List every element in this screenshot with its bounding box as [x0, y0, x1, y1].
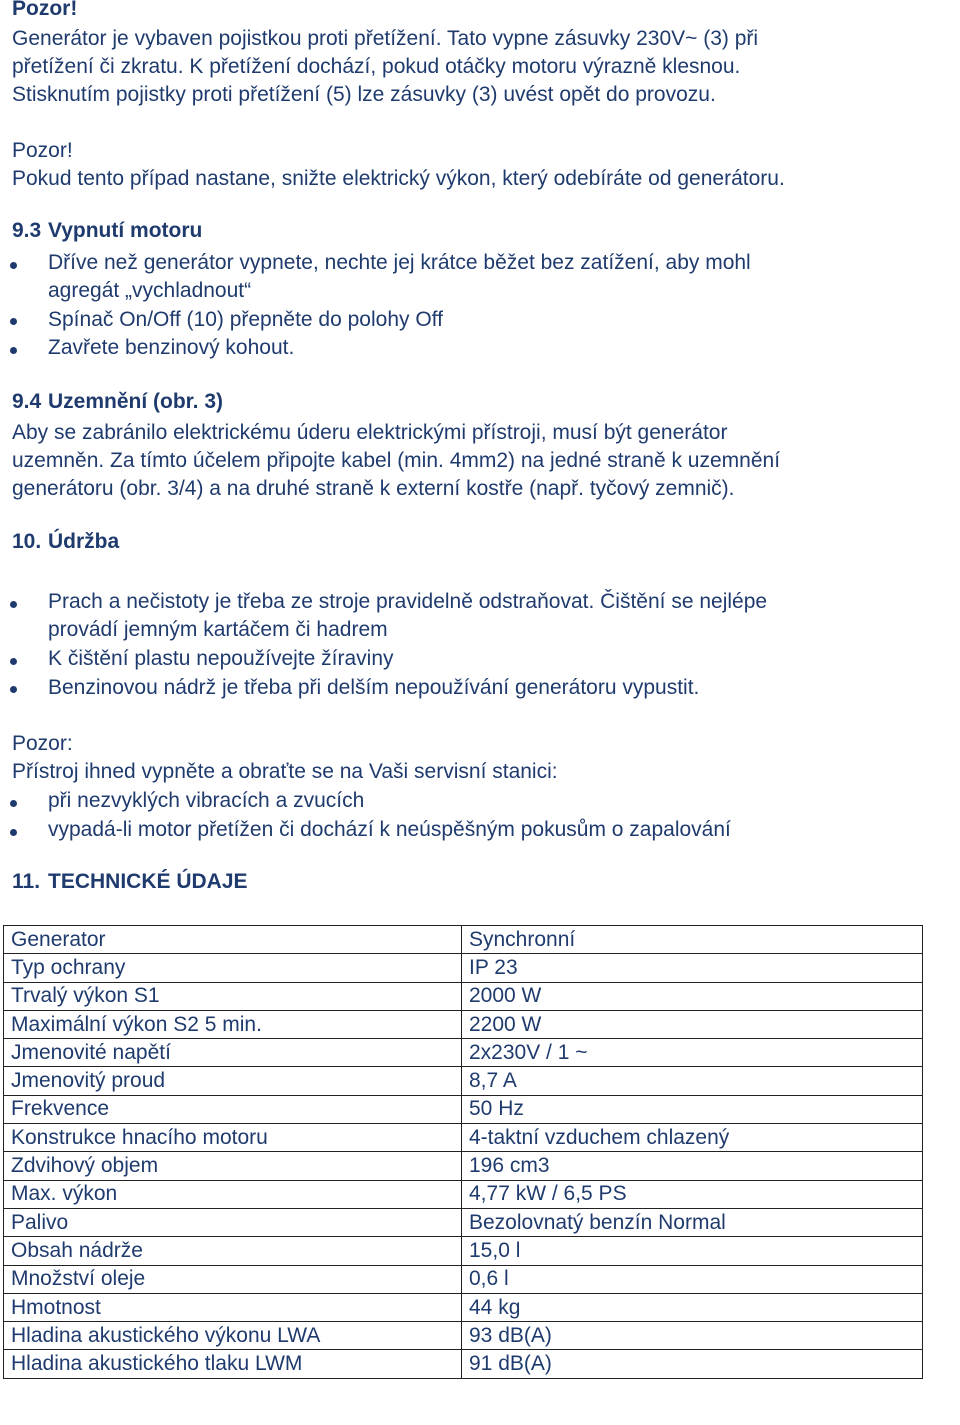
spec-label-cell: Max. výkon — [4, 1180, 462, 1208]
spec-value-cell: 196 cm3 — [462, 1152, 923, 1180]
list-item: Benzinovou nádrž je třeba při delším nepoužívání generátoru vypustit. — [48, 676, 700, 699]
spec-value-cell: 4,77 kW / 6,5 PS — [462, 1180, 923, 1208]
paragraph-line: Přístroj ihned vypněte a obraťte se na Vaši servisní stanici: — [12, 760, 558, 783]
table-row — [4, 1095, 923, 1123]
spec-value-cell: 4-taktní vzduchem chlazený — [462, 1124, 923, 1152]
table-row — [4, 1350, 923, 1378]
section-number: 9.3 — [12, 219, 42, 242]
bullet-icon — [10, 800, 17, 807]
paragraph-line: Stisknutím pojistky proti přetížení (5) lze zásuvky (3) uvést opět do provozu. — [12, 83, 716, 106]
section-number: 9.4 — [12, 390, 42, 413]
section-title: Vypnutí motoru — [48, 219, 203, 242]
spec-value-cell: 8,7 A — [462, 1067, 923, 1095]
bullet-icon — [10, 347, 17, 354]
spec-value-cell: 50 Hz — [462, 1095, 923, 1123]
paragraph-line: generátoru (obr. 3/4) a na druhé straně k externí kostře (např. tyčový zemnič). — [12, 477, 735, 500]
spec-value-cell: IP 23 — [462, 954, 923, 982]
bullet-icon — [10, 318, 17, 325]
paragraph-line: přetížení či zkratu. K přetížení dochází, pokud otáčky motoru výrazně klesnou. — [12, 55, 741, 78]
bullet-icon — [10, 829, 17, 836]
spec-value-cell: 91 dB(A) — [462, 1350, 923, 1378]
table-row — [4, 926, 923, 954]
table-row — [4, 1208, 923, 1236]
table-row — [4, 1152, 923, 1180]
spec-value-cell: 2x230V / 1 ~ — [462, 1039, 923, 1067]
spec-label-cell: Jmenovitý proud — [4, 1067, 462, 1095]
paragraph-line: uzemněn. Za tímto účelem připojte kabel (min. 4mm2) na jedné straně k uzemnění — [12, 449, 781, 472]
section-title: Údržba — [48, 530, 120, 553]
paragraph-line: Generátor je vybaven pojistkou proti přetížení. Tato vypne zásuvky 230V~ (3) při — [12, 27, 759, 50]
warning-title-2: Pozor! — [12, 139, 73, 162]
table-row — [4, 1237, 923, 1265]
list-item: při nezvyklých vibracích a zvucích — [48, 789, 365, 812]
spec-label-cell: Jmenovité napětí — [4, 1039, 462, 1067]
table-row — [4, 1124, 923, 1152]
spec-label-cell: Množství oleje — [4, 1265, 462, 1293]
spec-label-cell: Typ ochrany — [4, 954, 462, 982]
spec-label-cell: Konstrukce hnacího motoru — [4, 1124, 462, 1152]
bullet-icon — [10, 262, 17, 269]
paragraph-line: Pokud tento případ nastane, snižte elektrický výkon, který odebíráte od generátoru. — [12, 167, 785, 190]
spec-value-cell: 44 kg — [462, 1293, 923, 1321]
spec-label-cell: Hladina akustického tlaku LWM — [4, 1350, 462, 1378]
bullet-icon — [10, 686, 17, 693]
bullet-icon — [10, 658, 17, 665]
list-item: Dříve než generátor vypnete, nechte jej krátce běžet bez zatížení, aby mohl — [48, 251, 751, 274]
spec-value-cell: 0,6 l — [462, 1265, 923, 1293]
section-number: 11. — [12, 870, 41, 893]
warning-title-3: Pozor: — [12, 732, 73, 755]
section-title: TECHNICKÉ ÚDAJE — [48, 870, 248, 893]
table-row — [4, 1180, 923, 1208]
spec-value-cell: Bezolovnatý benzín Normal — [462, 1208, 923, 1236]
spec-label-cell: Hmotnost — [4, 1293, 462, 1321]
list-item: Spínač On/Off (10) přepněte do polohy Off — [48, 308, 443, 331]
spec-label-cell: Generator — [4, 926, 462, 954]
table-row — [4, 1265, 923, 1293]
table-row — [4, 1067, 923, 1095]
warning-title-1: Pozor! — [12, 0, 78, 20]
spec-value-cell: Synchronní — [462, 926, 923, 954]
spec-label-cell: Zdvihový objem — [4, 1152, 462, 1180]
spec-value-cell: 93 dB(A) — [462, 1322, 923, 1350]
bullet-icon — [10, 601, 17, 608]
table-row — [4, 1293, 923, 1321]
technical-data-table — [3, 925, 923, 1379]
list-item: Prach a nečistoty je třeba ze stroje pravidelně odstraňovat. Čištění se nejlépe — [48, 590, 768, 613]
list-item: Zavřete benzinový kohout. — [48, 336, 295, 359]
spec-label-cell: Palivo — [4, 1208, 462, 1236]
table-row — [4, 954, 923, 982]
list-item: vypadá-li motor přetížen či dochází k neúspěšným pokusům o zapalování — [48, 818, 731, 841]
spec-label-cell: Trvalý výkon S1 — [4, 982, 462, 1010]
list-item-continuation: agregát „vychladnout“ — [48, 279, 252, 302]
section-number: 10. — [12, 530, 42, 553]
spec-value-cell: 15,0 l — [462, 1237, 923, 1265]
spec-value-cell: 2200 W — [462, 1010, 923, 1038]
spec-label-cell: Obsah nádrže — [4, 1237, 462, 1265]
table-row — [4, 1322, 923, 1350]
table-row — [4, 1010, 923, 1038]
spec-label-cell: Maximální výkon S2 5 min. — [4, 1010, 462, 1038]
table-row — [4, 982, 923, 1010]
spec-label-cell: Frekvence — [4, 1095, 462, 1123]
section-title: Uzemnění (obr. 3) — [48, 390, 224, 413]
list-item: K čištění plastu nepoužívejte žíraviny — [48, 647, 394, 670]
spec-value-cell: 2000 W — [462, 982, 923, 1010]
paragraph-line: Aby se zabránilo elektrickému úderu elektrickými přístroji, musí být generátor — [12, 421, 728, 444]
spec-label-cell: Hladina akustického výkonu LWA — [4, 1322, 462, 1350]
table-row — [4, 1039, 923, 1067]
list-item-continuation: provádí jemným kartáčem či hadrem — [48, 618, 388, 641]
